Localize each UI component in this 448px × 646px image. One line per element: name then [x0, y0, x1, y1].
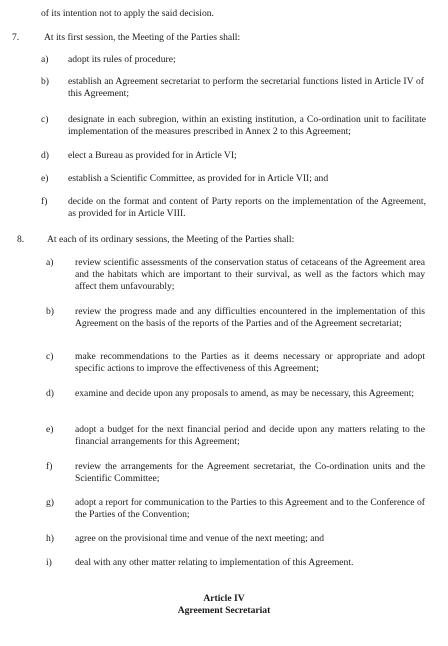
article-title: Agreement Secretariat	[177, 605, 271, 616]
sub-item-letter: d)	[41, 150, 49, 161]
sub-item-text: make recommendations to the Parties as it deems necessary or appropriate and adopt specific actions to improve the effectiveness of this Agreement;	[75, 351, 425, 374]
paragraph-number: 7.	[12, 32, 20, 43]
sub-item-text: adopt a budget for the next financial period and decide upon any matters relating to the financial arrangements for this Agreement;	[75, 424, 425, 447]
sub-item-text: establish a Scientific Committee, as provided for in Article VII; and	[68, 173, 329, 184]
sub-item-text: establish an Agreement secretariat to perform the secretarial functions listed in Article IV of this Agreement;	[68, 76, 424, 99]
sub-item-text: designate in each subregion, within an existing institution, a Co-ordination unit to facilitate implementation of the measures prescribed in Annex 2 to this Agreement;	[68, 114, 426, 137]
sub-item-letter: h)	[46, 533, 54, 544]
sub-item-text: review scientific assessments of the conservation status of cetaceans of the Agreement area and the habitats which are important to their survival, as well as the factors which may affect them unfavourably;	[75, 257, 425, 292]
sub-item-letter: g)	[46, 497, 54, 508]
sub-item-letter: f)	[46, 461, 53, 472]
sub-item-text: elect a Bureau as provided for in Article VI;	[68, 150, 237, 161]
sub-item-text: agree on the provisional time and venue of the next meeting; and	[75, 533, 325, 544]
sub-item-letter: c)	[46, 351, 54, 362]
paragraph-intro: At its first session, the Meeting of the Parties shall:	[44, 32, 241, 43]
article-number: Article IV	[203, 593, 245, 604]
paragraph-number: 8.	[17, 234, 25, 245]
sub-item-letter: e)	[46, 424, 54, 435]
paragraph-intro: At each of its ordinary sessions, the Meeting of the Parties shall:	[47, 234, 295, 245]
sub-item-text: review the progress made and any difficulties encountered in the implementation of this Agreement on the basis of the reports of the Parties and of the Agreement secretariat;	[75, 306, 425, 329]
sub-item-text: review the arrangements for the Agreement secretariat, the Co-ordination units and the Scientific Committee;	[75, 461, 425, 484]
sub-item-letter: e)	[41, 173, 49, 184]
sub-item-letter: b)	[41, 76, 49, 87]
continuation-line: of its intention not to apply the said decision.	[41, 8, 214, 19]
sub-item-text: deal with any other matter relating to implementation of this Agreement.	[75, 557, 354, 568]
sub-item-letter: d)	[46, 388, 54, 399]
sub-item-text: adopt its rules of procedure;	[68, 54, 176, 65]
sub-item-letter: i)	[46, 557, 52, 568]
sub-item-text: adopt a report for communication to the Parties to this Agreement and to the Conference of the Parties of the Convention;	[75, 497, 425, 520]
sub-item-letter: a)	[46, 257, 54, 268]
sub-item-letter: b)	[46, 306, 54, 317]
sub-item-letter: f)	[41, 196, 48, 207]
sub-item-letter: a)	[41, 54, 49, 65]
sub-item-text: examine and decide upon any proposals to amend, as may be necessary, this Agreement;	[75, 388, 415, 399]
sub-item-letter: c)	[41, 114, 49, 125]
sub-item-text: decide on the format and content of Party reports on the implementation of the Agreement, as provided for in Article VIII.	[68, 196, 426, 219]
